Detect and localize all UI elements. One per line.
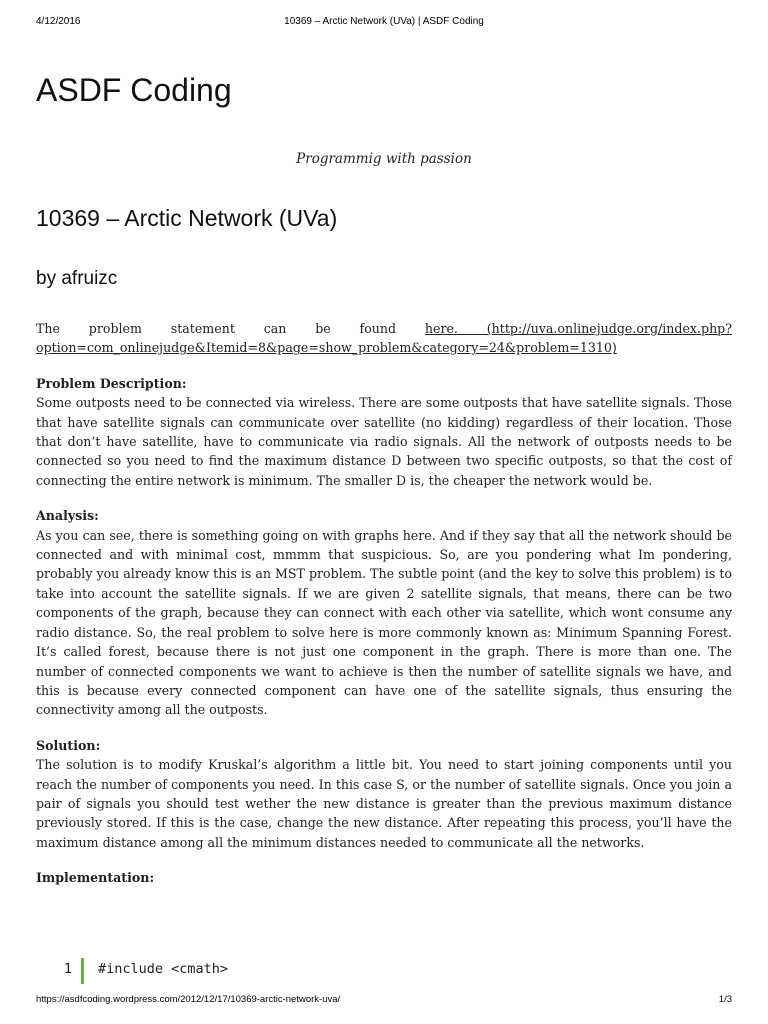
post-title: 10369 – Arctic Network (UVa) (36, 205, 338, 231)
section-heading: Analysis: (36, 508, 99, 524)
section-solution (36, 736, 732, 852)
code-block (36, 958, 732, 984)
code-line-number: 1 (63, 961, 72, 977)
section-body: The solution is to modify Kruskal’s algorithm a little bit. You need to start joining components until you reach the number of components you need. In this case S, or the number of satellite signals. Once you join a pair of signals you should test wether the new distance is greater than the previous maximum distance previously stored. If this is the case, change the new distance. After repeating this process, you’ll have the maximum distance among all the minimum distances needed to communicate all the networks. (36, 757, 732, 850)
section-implementation (36, 868, 732, 887)
post-content (36, 319, 732, 904)
intro-text: The problem statement can be found (36, 321, 425, 336)
section-heading: Solution: (36, 737, 101, 753)
section-body: Some outposts need to be connected via wireless. There are some outposts that have satellite signals. Those that have satellite signals can communicate over satellite (no kidding) regardless of their location. Those that don’t have satellite, have to communicate via radio signals. All the network of outposts needs to be connected so you need to find the maximum distance D between two specific outposts, so that the cost of connecting the entire network is minimum. The smaller D is, the cheaper the network would be. (36, 395, 732, 488)
code-line: #include <cmath> (98, 961, 229, 977)
site-tagline: Programmig with passion (296, 151, 472, 167)
section-heading: Implementation: (36, 870, 155, 886)
print-header (36, 16, 732, 30)
code-gutter-bar (81, 958, 84, 984)
intro-paragraph (36, 319, 732, 358)
section-heading: Problem Description: (36, 375, 187, 391)
print-date: 4/12/2016 (36, 16, 81, 27)
problem-link[interactable]: here. (http://uva.onlinejudge.org/index.php?option=com_onlinejudge&Itemid=8&page=show_problem&category=24&problem=1310) (36, 321, 732, 356)
post-byline: by afruizc (36, 268, 118, 289)
print-page-number: 1/3 (718, 994, 732, 1005)
print-title: 10369 – Arctic Network (UVa) | ASDF Coding (284, 16, 484, 27)
print-url: https://asdfcoding.wordpress.com/2012/12/17/10369-arctic-network-uva/ (36, 994, 341, 1005)
section-analysis (36, 506, 732, 719)
site-title[interactable]: ASDF Coding (36, 72, 232, 108)
section-problem-description (36, 374, 732, 490)
section-body: As you can see, there is something going on with graphs here. And if they say that all the network should be connected and with minimal cost, mmmm that suspicious. So, are you pondering what Im pondering, probably you already know this is an MST problem. The subtle point (and the key to solve this problem) is to take into account the satellite signals. If we are given 2 satellite signals, that means, there can be two components of the graph, because they can connect with each other via satellite, which wont consume any radio distance. So, the real problem to solve here is more commonly known as: Minimum Spanning Forest. It’s called forest, because there is not just one component in the graph. There is more than one. The number of connected components we want to achieve is then the number of satellite signals we have, and this is because every connected component can have one of the satellite signals, thus ensuring the connectivity among all the outposts. (36, 527, 732, 718)
print-footer (36, 994, 732, 1008)
